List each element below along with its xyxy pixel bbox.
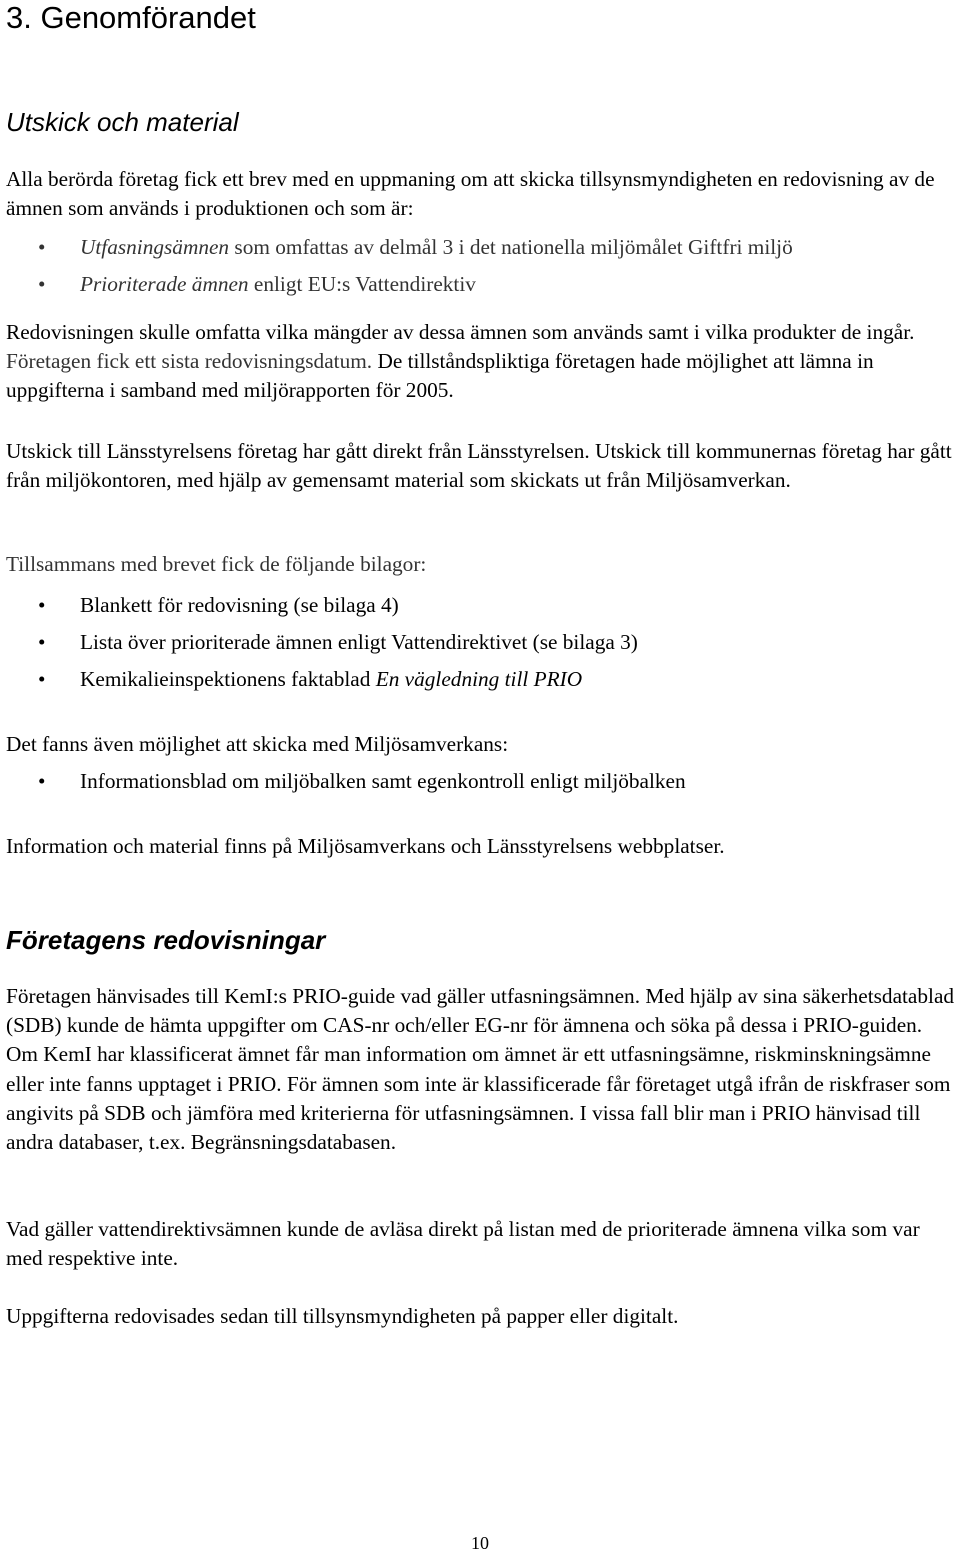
list-item-text: Informationsblad om miljöbalken samt egenkontroll enligt miljöbalken (80, 769, 686, 793)
list-item-text: Blankett för redovisning (se bilaga 4) (80, 593, 399, 617)
paragraph-bilagor: Tillsammans med brevet fick de följande bilagor: (6, 552, 427, 576)
bullet-icon: • (38, 769, 46, 793)
list-item-italic: Utfasningsämnen (80, 235, 230, 259)
paragraph-intro: Alla berörda företag fick ett brev med en uppmaning om att skicka tillsynsmyndigheten en redovisning av de ämnen som används i produktionen och som är: (6, 167, 935, 221)
paragraph-information: Information och material finns på Miljösamverkans och Länsstyrelsens webbplatser. (6, 834, 725, 858)
paragraph-uppgifterna: Uppgifterna redovisades sedan till tillsynsmyndigheten på papper eller digitalt. (6, 1304, 679, 1328)
page-number: 10 (471, 1533, 489, 1553)
paragraph-utskick-part2: Utskick till kommunernas företag har gått från miljökontoren, med hjälp av gemensamt material som skickats ut från Miljösamverkan. (6, 439, 952, 493)
section-heading-utskick: Utskick och material (6, 107, 239, 137)
list-item-text (80, 270, 476, 299)
paragraph-redovisning-part2: Företagen fick ett sista redovisningsdatum. (6, 349, 373, 374)
paragraph-vattendirektiv: Vad gäller vattendirektivsämnen kunde de avläsa direkt på listan med de prioriterade ämnena vilka som var med respektive inte. (6, 1217, 920, 1271)
list-item-rest: enligt EU:s Vattendirektiv (248, 272, 476, 296)
paragraph-mojlighet: Det fanns även möjlighet att skicka med Miljösamverkans: (6, 732, 509, 756)
bullet-icon: • (38, 630, 46, 654)
paragraph-utskick (6, 437, 956, 495)
section-heading-foretagens: Företagens redovisningar (6, 925, 326, 955)
paragraph-redovisning-part1: Redovisningen skulle omfatta vilka mängder av dessa ämnen som används samt i vilka produkter de ingår. (6, 320, 915, 344)
list-item-text (80, 233, 793, 262)
paragraph-foretagen: Företagen hänvisades till KemI:s PRIO-guide vad gäller utfasningsämnen. Med hjälp av sina säkerhetsdatablad (SDB) kunde de hämta uppgifter om CAS-nr och/eller EG-nr för ämnena och söka på dessa i PRIO-guiden. Om KemI har klassificerat ämnet får man information om ämnet är ett utfasningsämne, riskminskningsämne eller inte fanns upptaget i PRIO. För ämnen som inte är klassificerade får företaget utgå ifrån de riskfraser som angivits på SDB och jämföra med kriterierna för utfasningsämnen. I vissa fall blir man i PRIO hänvisad till andra databaser, t.ex. Begränsningsdatabasen. (6, 984, 955, 1155)
chapter-heading: 3. Genomförandet (6, 0, 256, 35)
bullet-icon: • (38, 235, 46, 259)
paragraph-utskick-part1: Utskick till Länsstyrelsens företag har gått direkt från Länsstyrelsen. (6, 439, 590, 463)
bullet-icon: • (38, 272, 46, 296)
list-item-italic: En vägledning till PRIO (375, 667, 583, 691)
list-item-text: Lista över prioriterade ämnen enligt Vattendirektivet (se bilaga 3) (80, 630, 638, 654)
list-item-rest: som omfattas av delmål 3 i det nationella miljömålet Giftfri miljö (229, 235, 793, 259)
paragraph-redovisning (6, 318, 956, 406)
paragraph-redovisning-part3: De tillståndspliktiga företagen hade möjlighet att lämna in uppgifterna i samband med miljörapporten för 2005. (6, 349, 874, 403)
list-item-text (80, 665, 582, 694)
bullet-icon: • (38, 593, 46, 617)
bullet-icon: • (38, 667, 46, 691)
list-item-italic: Prioriterade ämnen (80, 272, 249, 296)
list-item-plain: Kemikalieinspektionens faktablad (80, 667, 376, 691)
